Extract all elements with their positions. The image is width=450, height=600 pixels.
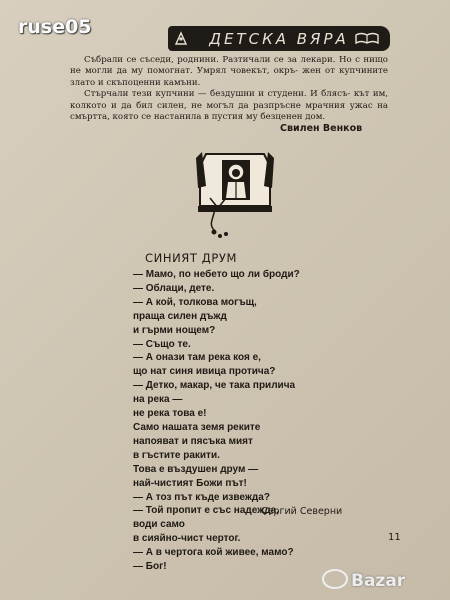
poem-line: праща силен дъжд (133, 310, 227, 322)
page-number: 11 (388, 532, 401, 543)
poem-line: — Също те. (133, 338, 191, 350)
text-line: Но с нищо не могли да му помогнат. Умрял човекът, окръ- (70, 55, 388, 77)
watermark-logo-icon (322, 569, 348, 589)
watermark-top: ruse05 (18, 16, 92, 38)
poem-line: най-чистият Божи път! (133, 477, 247, 489)
poem-line: що нат синя ивица протича? (133, 366, 276, 378)
left-ornament-icon (174, 30, 188, 46)
poem-line: — А онази там река коя е, (133, 352, 261, 364)
watermark-bottom (322, 571, 405, 591)
poem-line: — А тоз път къде извежда? (133, 491, 270, 503)
poem-line: — Мамо, по небето що ли броди? (133, 269, 300, 280)
text-line: Стърчали тези купчини — бездушни и студени. И блясъ- (84, 89, 351, 100)
watermark-bottom-text: Bazar (351, 571, 406, 591)
text-line: кът им, колкото и да бил силен, не могъл да разпръсне мрачния (70, 89, 389, 111)
text-line: Събрали се съседи, роднини. Разтичали се за лекари. (84, 55, 336, 65)
paragraph-2 (70, 89, 388, 123)
poem-line: на река — (133, 394, 183, 406)
poem-line: напояват и пясъка мият (133, 435, 253, 447)
prose-author: Свилен Венков (280, 123, 363, 134)
poem-line: не река това е! (133, 408, 207, 420)
text-line: жен от купчините злато и скъпоценни камъни. (70, 66, 388, 88)
poem-line: — Той пропит е със надежда, (133, 505, 279, 517)
text-line: ужас на смъртта, която се настанила в пустия му безценен дом. (70, 100, 389, 123)
poem-body (133, 268, 300, 574)
poem-line: — Бог! (133, 561, 167, 573)
poem-line: в гъстите ракити. (133, 449, 220, 461)
poem-line: Това е въздушен друм — (133, 463, 259, 475)
poem-author: Сергий Северни (261, 506, 343, 517)
open-book-icon (354, 30, 380, 46)
poem-line: — Облаци, дете. (133, 282, 215, 294)
poem-line: — Детко, макар, че така прилича (133, 380, 296, 392)
poem-line: в сияйно-чист чертог. (133, 533, 241, 545)
poem-line: води само (133, 519, 185, 531)
icon-shrine-illustration (192, 146, 278, 244)
poem-line: — А в чертога кой живее, мамо? (133, 547, 294, 559)
prose-block (70, 55, 388, 123)
poem-line: — А кой, толкова могъщ, (133, 296, 257, 308)
header-banner (168, 26, 390, 51)
paragraph-1 (70, 55, 388, 89)
poem-line: и гърми нощем? (133, 324, 216, 336)
poem-title: СИНИЯТ ДРУМ (145, 251, 238, 265)
poem-line: Само нашата земя реките (133, 421, 261, 433)
banner-title: ДЕТСКА ВЯРА (209, 29, 349, 48)
